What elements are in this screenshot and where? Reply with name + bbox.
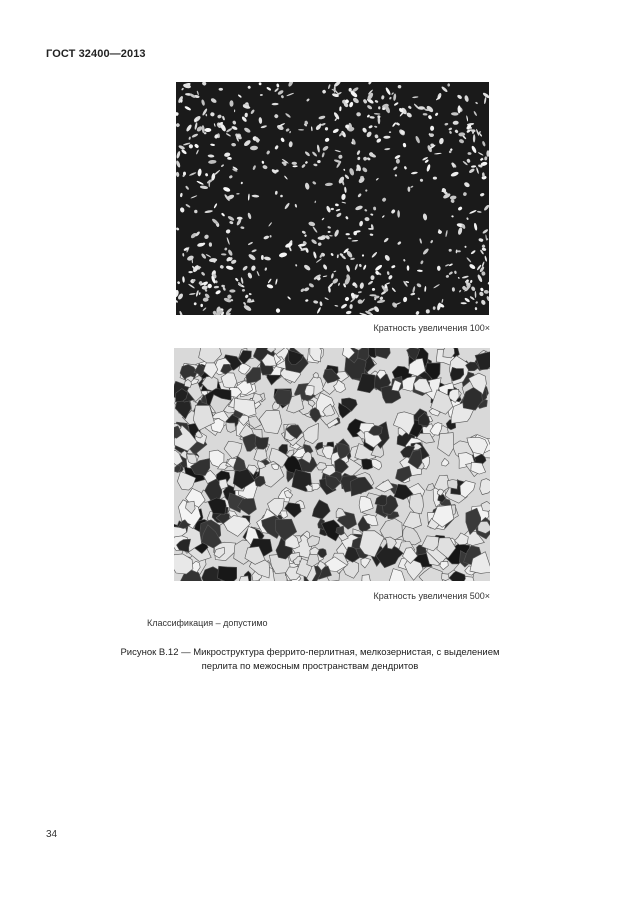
micrograph-500x-image xyxy=(174,348,490,581)
magnification-caption-100x: Кратность увеличения 100× xyxy=(373,323,490,333)
document-standard-header: ГОСТ 32400—2013 xyxy=(46,48,146,60)
page-number: 34 xyxy=(46,829,58,840)
figure-caption-line2: перлита по межосным пространствам дендритов xyxy=(201,661,419,672)
figure-caption-line1: Рисунок В.12 — Микроструктура феррито-перлитная, мелкозернистая, с выделением xyxy=(120,647,500,658)
micrograph-100x-image xyxy=(176,82,489,315)
magnification-caption-500x: Кратность увеличения 500× xyxy=(373,591,490,601)
classification-note: Классификация – допустимо xyxy=(147,618,268,628)
